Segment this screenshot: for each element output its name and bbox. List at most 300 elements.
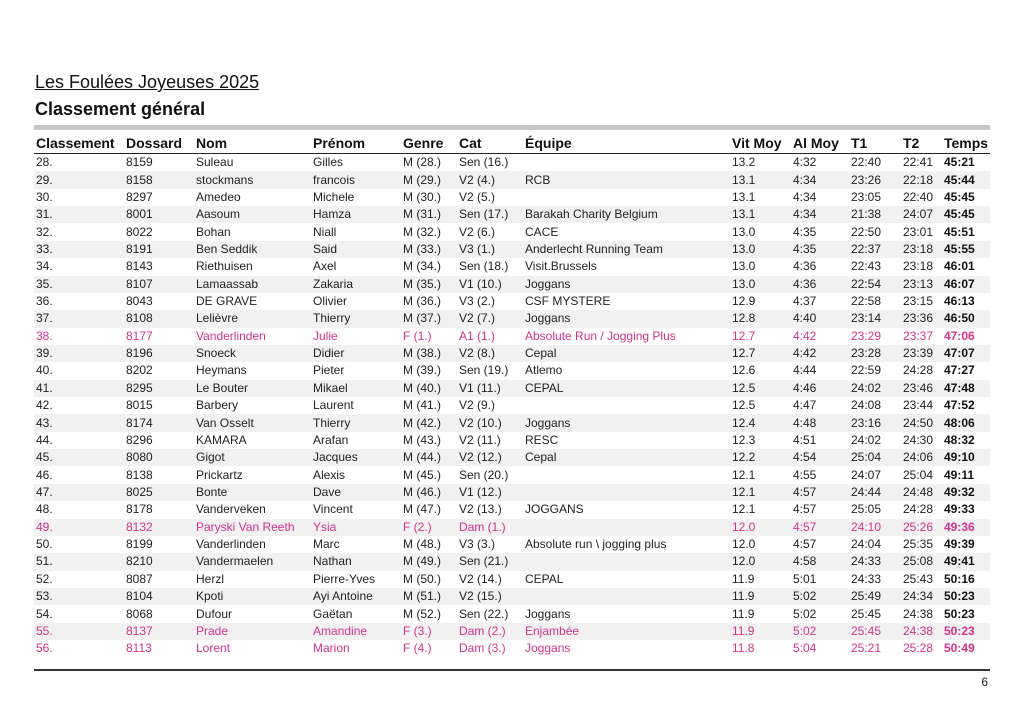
gender-cell: F (4.) (403, 641, 432, 656)
bib-cell: 8297 (126, 189, 153, 204)
table-row (34, 432, 990, 449)
t1-cell: 22:40 (851, 155, 882, 170)
time-cell: 49:41 (942, 553, 990, 570)
t1-cell: 24:33 (849, 553, 901, 570)
first-name-cell: Said (311, 241, 401, 258)
gender-cell: M (44.) (401, 449, 457, 466)
t2-cell: 23:46 (901, 380, 942, 397)
speed-cell: 13.1 (730, 206, 791, 223)
category-cell: A1 (1.) (459, 328, 496, 343)
pace-cell: 4:54 (791, 449, 849, 466)
last-name-cell: stockmans (194, 171, 311, 188)
last-name-cell: Riethuisen (196, 259, 253, 274)
category-cell: Sen (17.) (457, 206, 523, 223)
pace-cell: 4:34 (791, 206, 849, 223)
rank-cell: 40. (36, 363, 53, 378)
time-cell: 46:13 (944, 294, 975, 309)
team-cell (523, 519, 730, 536)
t1-cell: 25:45 (851, 606, 882, 621)
first-name-cell: Thierry (311, 414, 401, 431)
table-row (34, 206, 990, 223)
t2-cell: 25:26 (901, 519, 942, 536)
last-name-cell: Gigot (194, 449, 311, 466)
last-name-cell: DE GRAVE (196, 294, 258, 309)
bib-cell: 8068 (126, 606, 153, 621)
column-header-prenom: Prénom (311, 133, 401, 154)
pace-cell: 5:02 (791, 588, 849, 605)
rank-cell: 35. (34, 276, 124, 293)
category-cell: Sen (22.) (459, 606, 509, 621)
t1-cell: 24:02 (851, 432, 882, 447)
category-cell: Dam (2.) (457, 623, 523, 640)
gender-cell: F (2.) (401, 519, 457, 536)
first-name-cell: Alexis (313, 467, 346, 482)
first-name-cell: Dave (311, 484, 401, 501)
t2-cell: 24:30 (903, 432, 934, 447)
rank-cell: 37. (34, 310, 124, 327)
category-cell: Dam (3.) (459, 641, 506, 656)
t1-cell: 23:16 (849, 414, 901, 431)
category-cell: Sen (21.) (457, 553, 523, 570)
t2-cell: 23:37 (903, 328, 934, 343)
category-cell: Sen (16.) (459, 155, 509, 170)
t2-cell: 24:28 (903, 363, 934, 378)
rank-cell: 54. (36, 606, 53, 621)
category-cell: V2 (10.) (457, 414, 523, 431)
table-row (34, 362, 990, 379)
t1-cell: 22:43 (851, 259, 882, 274)
t1-cell: 24:07 (851, 467, 882, 482)
time-cell: 48:06 (942, 414, 990, 431)
bib-cell: 8138 (126, 467, 153, 482)
rank-cell: 46. (36, 467, 53, 482)
time-cell: 49:39 (944, 537, 975, 552)
gender-cell: M (33.) (401, 241, 457, 258)
category-cell: Dam (1.) (457, 519, 523, 536)
pace-cell: 4:57 (793, 502, 817, 517)
rank-cell: 53. (34, 588, 124, 605)
pace-cell: 4:42 (791, 345, 849, 362)
gender-cell: M (52.) (403, 606, 442, 621)
bib-cell: 8177 (126, 328, 153, 343)
first-name-cell: Ayi Antoine (311, 588, 401, 605)
rank-cell: 29. (34, 171, 124, 188)
t2-cell: 22:41 (903, 155, 934, 170)
category-cell: V2 (7.) (457, 310, 523, 327)
speed-cell: 11.9 (732, 606, 755, 621)
page-number: 6 (981, 675, 988, 689)
speed-cell: 12.1 (732, 502, 756, 517)
rank-cell: 45. (34, 449, 124, 466)
time-cell: 45:45 (944, 189, 975, 204)
t1-cell: 24:10 (849, 519, 901, 536)
time-cell: 45:55 (942, 241, 990, 258)
rank-cell: 50. (36, 537, 53, 552)
t2-cell: 24:38 (903, 606, 934, 621)
category-cell: V1 (11.) (457, 380, 523, 397)
table-row (34, 571, 990, 588)
pace-cell: 4:48 (791, 414, 849, 431)
category-cell: V2 (11.) (459, 432, 501, 447)
table-row (34, 449, 990, 466)
column-header-t1: T1 (849, 133, 901, 154)
time-cell: 48:32 (944, 432, 975, 447)
table-row (34, 328, 990, 345)
category-cell: V2 (14.) (459, 571, 502, 586)
column-header-genre: Genre (401, 133, 457, 154)
pace-cell: 5:04 (793, 641, 817, 656)
column-header-equipe: Équipe (523, 133, 730, 154)
t1-cell: 25:05 (851, 502, 882, 517)
team-cell: Joggans (523, 414, 730, 431)
gender-cell: M (47.) (403, 502, 442, 517)
first-name-cell: Thierry (311, 310, 401, 327)
table-row (34, 154, 990, 172)
category-cell: V2 (6.) (459, 224, 496, 239)
first-name-cell: Pieter (313, 363, 345, 378)
t2-cell: 25:35 (903, 537, 934, 552)
gender-cell: M (48.) (403, 537, 442, 552)
last-name-cell: Barbery (196, 398, 239, 413)
bib-cell: 8104 (124, 588, 194, 605)
team-cell: CEPAL (523, 380, 730, 397)
last-name-cell: Vanderlinden (196, 537, 266, 552)
time-cell: 47:52 (944, 398, 975, 413)
pace-cell: 4:46 (791, 380, 849, 397)
time-cell: 50:23 (944, 606, 975, 621)
time-cell: 47:07 (942, 345, 990, 362)
speed-cell: 11.9 (732, 571, 755, 586)
rank-cell: 48. (36, 502, 53, 517)
t1-cell: 23:28 (849, 345, 901, 362)
document-title: Les Foulées Joyeuses 2025 (35, 72, 260, 92)
rank-cell: 47. (34, 484, 124, 501)
gender-cell: M (39.) (403, 363, 442, 378)
time-cell: 46:01 (944, 259, 975, 274)
t1-cell: 25:49 (849, 588, 901, 605)
team-cell (523, 397, 730, 414)
column-header-temps: Temps (942, 133, 990, 154)
team-cell: Anderlecht Running Team (523, 241, 730, 258)
column-header-vit-moy: Vit Moy (730, 133, 791, 154)
table-row (34, 258, 990, 275)
speed-cell: 12.0 (730, 553, 791, 570)
first-name-cell: Gilles (313, 155, 344, 170)
last-name-cell: Lorent (196, 641, 231, 656)
pace-cell: 4:42 (793, 328, 817, 343)
bib-cell: 8080 (124, 449, 194, 466)
speed-cell: 13.0 (730, 241, 791, 258)
pace-cell: 4:57 (793, 537, 817, 552)
team-cell: Joggans (523, 310, 730, 327)
footer-rule (34, 669, 990, 671)
t2-cell: 23:44 (903, 398, 934, 413)
pace-cell: 4:34 (791, 171, 849, 188)
pace-cell: 4:40 (791, 310, 849, 327)
pace-cell: 4:34 (793, 189, 817, 204)
category-cell: V3 (1.) (457, 241, 523, 258)
time-cell: 47:48 (942, 380, 990, 397)
t1-cell: 21:38 (849, 206, 901, 223)
bib-cell: 8107 (124, 276, 194, 293)
t1-cell: 22:37 (849, 241, 901, 258)
rank-cell: 43. (34, 414, 124, 431)
gender-cell: F (1.) (403, 328, 432, 343)
table-row (34, 380, 990, 397)
t2-cell: 23:39 (901, 345, 942, 362)
last-name-cell: Aasoum (194, 206, 311, 223)
first-name-cell: Arafan (313, 432, 349, 447)
last-name-cell: Vanderveken (196, 502, 266, 517)
time-cell: 46:50 (942, 310, 990, 327)
t2-cell: 24:07 (901, 206, 942, 223)
gender-cell: M (40.) (401, 380, 457, 397)
t1-cell: 22:54 (849, 276, 901, 293)
time-cell: 45:21 (944, 155, 975, 170)
team-cell: Atlemo (525, 363, 563, 378)
last-name-cell: Prickartz (196, 467, 243, 482)
rank-cell: 32. (36, 224, 53, 239)
gender-cell: M (32.) (403, 224, 442, 239)
first-name-cell: Zakaria (311, 276, 401, 293)
team-cell (523, 189, 730, 206)
time-cell: 47:27 (944, 363, 975, 378)
t2-cell: 23:15 (903, 294, 934, 309)
rank-cell: 52. (36, 571, 53, 586)
pace-cell: 4:57 (791, 519, 849, 536)
speed-cell: 12.7 (730, 345, 791, 362)
t1-cell: 23:05 (851, 189, 882, 204)
last-name-cell: KAMARA (196, 432, 247, 447)
bib-cell: 8178 (126, 502, 153, 517)
first-name-cell: Ysia (311, 519, 401, 536)
rank-cell: 55. (34, 623, 124, 640)
last-name-cell: Amedeo (196, 189, 241, 204)
first-name-cell: Axel (313, 259, 337, 274)
team-cell: Joggans (525, 641, 571, 656)
gender-cell: F (3.) (401, 623, 457, 640)
speed-cell: 12.0 (732, 537, 756, 552)
first-name-cell: Marion (313, 641, 350, 656)
time-cell: 49:32 (942, 484, 990, 501)
first-name-cell: Hamza (311, 206, 401, 223)
last-name-cell: Vandermaelen (194, 553, 311, 570)
last-name-cell: Heymans (196, 363, 247, 378)
time-cell: 50:16 (944, 571, 975, 586)
team-cell: Absolute run \ jogging plus (525, 537, 667, 552)
table-row (34, 640, 990, 657)
gender-cell: M (37.) (401, 310, 457, 327)
speed-cell: 12.8 (730, 310, 791, 327)
t1-cell: 23:26 (849, 171, 901, 188)
t2-cell: 23:36 (901, 310, 942, 327)
table-row (34, 553, 990, 570)
first-name-cell: francois (311, 171, 401, 188)
time-cell: 50:23 (942, 588, 990, 605)
t1-cell: 24:02 (849, 380, 901, 397)
t1-cell: 22:50 (851, 224, 882, 239)
first-name-cell: Mikael (311, 380, 401, 397)
column-header-dossard: Dossard (124, 133, 194, 154)
pace-cell: 4:58 (791, 553, 849, 570)
rank-cell: 28. (36, 155, 53, 170)
first-name-cell: Pierre-Yves (313, 571, 376, 586)
pace-cell: 4:36 (793, 259, 817, 274)
bib-cell: 8087 (126, 571, 153, 586)
t2-cell: 24:50 (901, 414, 942, 431)
table-row (34, 501, 990, 518)
gender-cell: M (45.) (403, 467, 442, 482)
team-cell (523, 466, 730, 483)
speed-cell: 12.9 (732, 294, 756, 309)
results-table (34, 133, 990, 657)
column-header-cat: Cat (457, 133, 523, 154)
pace-cell: 4:57 (791, 484, 849, 501)
t1-cell: 24:44 (849, 484, 901, 501)
first-name-cell: Michele (313, 189, 355, 204)
team-cell: Visit.Brussels (525, 259, 597, 274)
team-cell: Joggans (525, 606, 571, 621)
rank-cell: 42. (36, 398, 53, 413)
table-row (34, 345, 990, 362)
gender-cell: M (29.) (401, 171, 457, 188)
table-row (34, 397, 990, 414)
table-row (34, 466, 990, 483)
speed-cell: 12.4 (730, 414, 791, 431)
last-name-cell: Suleau (196, 155, 234, 170)
speed-cell: 11.9 (730, 623, 791, 640)
gender-cell: M (31.) (401, 206, 457, 223)
t2-cell: 24:38 (901, 623, 942, 640)
table-row (34, 623, 990, 640)
t2-cell: 25:08 (901, 553, 942, 570)
team-cell (523, 553, 730, 570)
rank-cell: 30. (36, 189, 53, 204)
pace-cell: 4:36 (791, 276, 849, 293)
last-name-cell: Snoeck (194, 345, 311, 362)
t1-cell: 24:33 (851, 571, 882, 586)
category-cell: V2 (15.) (457, 588, 523, 605)
bib-cell: 8137 (124, 623, 194, 640)
gender-cell: M (49.) (401, 553, 457, 570)
last-name-cell: Dufour (196, 606, 233, 621)
time-cell: 49:33 (944, 502, 975, 517)
bib-cell: 8159 (126, 155, 153, 170)
gender-cell: M (38.) (401, 345, 457, 362)
last-name-cell: Paryski Van Reeth (194, 519, 311, 536)
rank-cell: 33. (34, 241, 124, 258)
gender-cell: M (41.) (403, 398, 442, 413)
rank-cell: 44. (36, 432, 53, 447)
gender-cell: M (35.) (401, 276, 457, 293)
bib-cell: 8043 (126, 294, 153, 309)
first-name-cell: Jacques (311, 449, 401, 466)
first-name-cell: Amandine (311, 623, 401, 640)
bib-cell: 8174 (124, 414, 194, 431)
column-header-al-moy: Al Moy (791, 133, 849, 154)
gender-cell: M (51.) (401, 588, 457, 605)
t1-cell: 25:45 (849, 623, 901, 640)
rank-cell: 38. (36, 328, 53, 343)
team-cell: Enjambée (523, 623, 730, 640)
first-name-cell: Julie (313, 328, 338, 343)
team-cell: JOGGANS (525, 502, 584, 517)
column-header-t2: T2 (901, 133, 942, 154)
pace-cell: 4:55 (793, 467, 817, 482)
header-rule (34, 125, 990, 130)
column-header-nom: Nom (194, 133, 311, 154)
category-cell: V1 (12.) (457, 484, 523, 501)
speed-cell: 13.0 (732, 259, 756, 274)
last-name-cell: Bonte (194, 484, 311, 501)
t2-cell: 25:28 (903, 641, 934, 656)
bib-cell: 8025 (124, 484, 194, 501)
bib-cell: 8196 (124, 345, 194, 362)
rank-cell: 36. (36, 294, 53, 309)
first-name-cell: Nathan (311, 553, 401, 570)
table-row (34, 588, 990, 605)
category-cell: V2 (12.) (457, 449, 523, 466)
pace-cell: 4:35 (791, 241, 849, 258)
speed-cell: 13.0 (732, 224, 756, 239)
team-cell: Absolute Run / Jogging Plus (525, 328, 676, 343)
bib-cell: 8295 (124, 380, 194, 397)
team-cell: Cepal (523, 345, 730, 362)
bib-cell: 8202 (126, 363, 153, 378)
t1-cell: 25:04 (849, 449, 901, 466)
t2-cell: 23:18 (901, 241, 942, 258)
last-name-cell: Van Osselt (194, 414, 311, 431)
speed-cell: 12.5 (730, 380, 791, 397)
speed-cell: 12.7 (732, 328, 756, 343)
team-cell: Cepal (523, 449, 730, 466)
last-name-cell: Lamaassab (194, 276, 311, 293)
pace-cell: 4:51 (793, 432, 817, 447)
team-cell: Barakah Charity Belgium (523, 206, 730, 223)
team-cell: CACE (525, 224, 559, 239)
team-cell (523, 588, 730, 605)
rank-cell: 49. (34, 519, 124, 536)
category-cell: V2 (9.) (459, 398, 496, 413)
time-cell: 46:07 (942, 276, 990, 293)
time-cell: 45:45 (942, 206, 990, 223)
gender-cell: M (50.) (403, 571, 442, 586)
category-cell: V3 (2.) (459, 294, 496, 309)
last-name-cell: Bohan (196, 224, 231, 239)
speed-cell: 13.1 (732, 189, 756, 204)
team-cell: RESC (525, 432, 559, 447)
time-cell: 47:06 (944, 328, 975, 343)
team-cell: Joggans (523, 276, 730, 293)
t1-cell: 24:08 (851, 398, 882, 413)
t2-cell: 22:18 (901, 171, 942, 188)
section-title: Classement général (35, 99, 206, 119)
column-header-classement: Classement (34, 133, 124, 154)
rank-cell: 31. (34, 206, 124, 223)
t1-cell: 23:29 (851, 328, 882, 343)
bib-cell: 8210 (124, 553, 194, 570)
t2-cell: 24:06 (901, 449, 942, 466)
first-name-cell: Didier (311, 345, 401, 362)
rank-cell: 41. (34, 380, 124, 397)
table-row (34, 241, 990, 258)
team-cell: RCB (523, 171, 730, 188)
first-name-cell: Niall (313, 224, 337, 239)
rank-cell: 56. (36, 641, 53, 656)
last-name-cell: Le Bouter (194, 380, 311, 397)
table-row (34, 189, 990, 206)
table-row (34, 276, 990, 293)
